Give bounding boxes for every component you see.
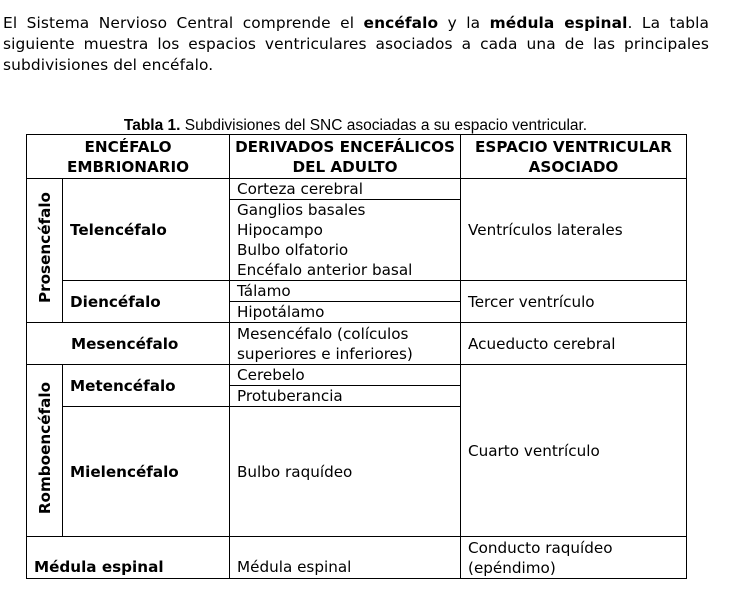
mielencefalo-derivado: Bulbo raquídeo: [230, 407, 461, 537]
medula-derivado: Médula espinal: [230, 537, 461, 579]
header-col2-line1: DERIVADOS ENCEFÁLICOS: [235, 137, 455, 156]
telencefalo-derivado-line: Ganglios basales: [237, 201, 366, 219]
medula-espacio: [461, 537, 687, 579]
snc-table: [26, 134, 687, 579]
medula-name: Médula espinal: [27, 537, 230, 579]
mesencefalo-espacio: Acueducto cerebral: [461, 323, 687, 365]
mesencefalo-derivado: [230, 323, 461, 365]
diencefalo-derivado-hipotalamo: Hipotálamo: [230, 302, 461, 323]
group-prosencefalo-label: Prosencéfalo: [35, 192, 54, 304]
caption-number: Tabla 1.: [123, 117, 181, 134]
table-row-mesencefalo: [27, 323, 687, 365]
intro-text-3: . La tabla siguiente muestra los espacios ventriculares asociados a cada una de las principales subdivisiones del encéfalo.: [3, 14, 709, 74]
telencefalo-espacio: Ventrículos laterales: [461, 179, 687, 281]
telencefalo-derivado-line: Bulbo olfatorio: [237, 241, 349, 259]
group-romboencefalo: [27, 365, 63, 537]
diencefalo-espacio: Tercer ventrículo: [461, 281, 687, 323]
mesencefalo-derivado-line2: superiores e inferiores): [237, 344, 413, 363]
medula-espacio-line1: Conducto raquídeo: [468, 538, 613, 557]
medula-espacio-line2: (epéndimo): [468, 558, 556, 577]
header-espacio: [461, 135, 687, 179]
header-col1-line2: EMBRIONARIO: [66, 157, 190, 176]
telencefalo-name: Telencéfalo: [63, 179, 230, 281]
table-row-medula: [27, 537, 687, 579]
telencefalo-derivados-lista: [230, 200, 461, 281]
diencefalo-derivado-talamo: Tálamo: [230, 281, 461, 302]
diencefalo-name: Diencéfalo: [63, 281, 230, 323]
header-row: [27, 135, 687, 179]
telencefalo-derivado-corteza: Corteza cerebral: [230, 179, 461, 200]
intro-paragraph: [3, 13, 709, 76]
group-prosencefalo: [27, 179, 63, 323]
group-romboencefalo-label: Romboencéfalo: [35, 381, 54, 515]
mesencefalo-derivado-line1: Mesencéfalo (colículos: [237, 324, 409, 343]
mesencefalo-name: Mesencéfalo: [27, 323, 230, 365]
header-col3-line2: ASOCIADO: [528, 157, 619, 176]
telencefalo-derivado-line: Hipocampo: [237, 221, 323, 239]
header-derivados: [230, 135, 461, 179]
table-row-diencefalo-1: [27, 281, 687, 302]
intro-text-1: El Sistema Nervioso Central comprende el: [3, 14, 364, 32]
caption-text: Subdivisiones del SNC asociadas a su espacio ventricular.: [180, 117, 588, 134]
telencefalo-derivado-line: Encéfalo anterior basal: [237, 261, 413, 279]
header-encefalo-embrionario: [27, 135, 230, 179]
metencefalo-derivado-protuberancia: Protuberancia: [230, 386, 461, 407]
intro-bold-encefalo: encéfalo: [363, 14, 439, 32]
intro-bold-medula: médula espinal: [489, 14, 628, 32]
cuarto-ventriculo-espacio: Cuarto ventrículo: [461, 365, 687, 537]
table-row-telencefalo-1: [27, 179, 687, 200]
table-row-metencefalo-1: [27, 365, 687, 386]
metencefalo-name: Metencéfalo: [63, 365, 230, 407]
header-col3-line1: ESPACIO VENTRICULAR: [475, 137, 672, 156]
header-col1-line1: ENCÉFALO: [84, 137, 172, 156]
header-col2-line2: DEL ADULTO: [292, 157, 398, 176]
table-caption: [0, 116, 711, 135]
metencefalo-derivado-cerebelo: Cerebelo: [230, 365, 461, 386]
intro-text-2: y la: [438, 14, 490, 32]
mielencefalo-name: Mielencéfalo: [63, 407, 230, 537]
